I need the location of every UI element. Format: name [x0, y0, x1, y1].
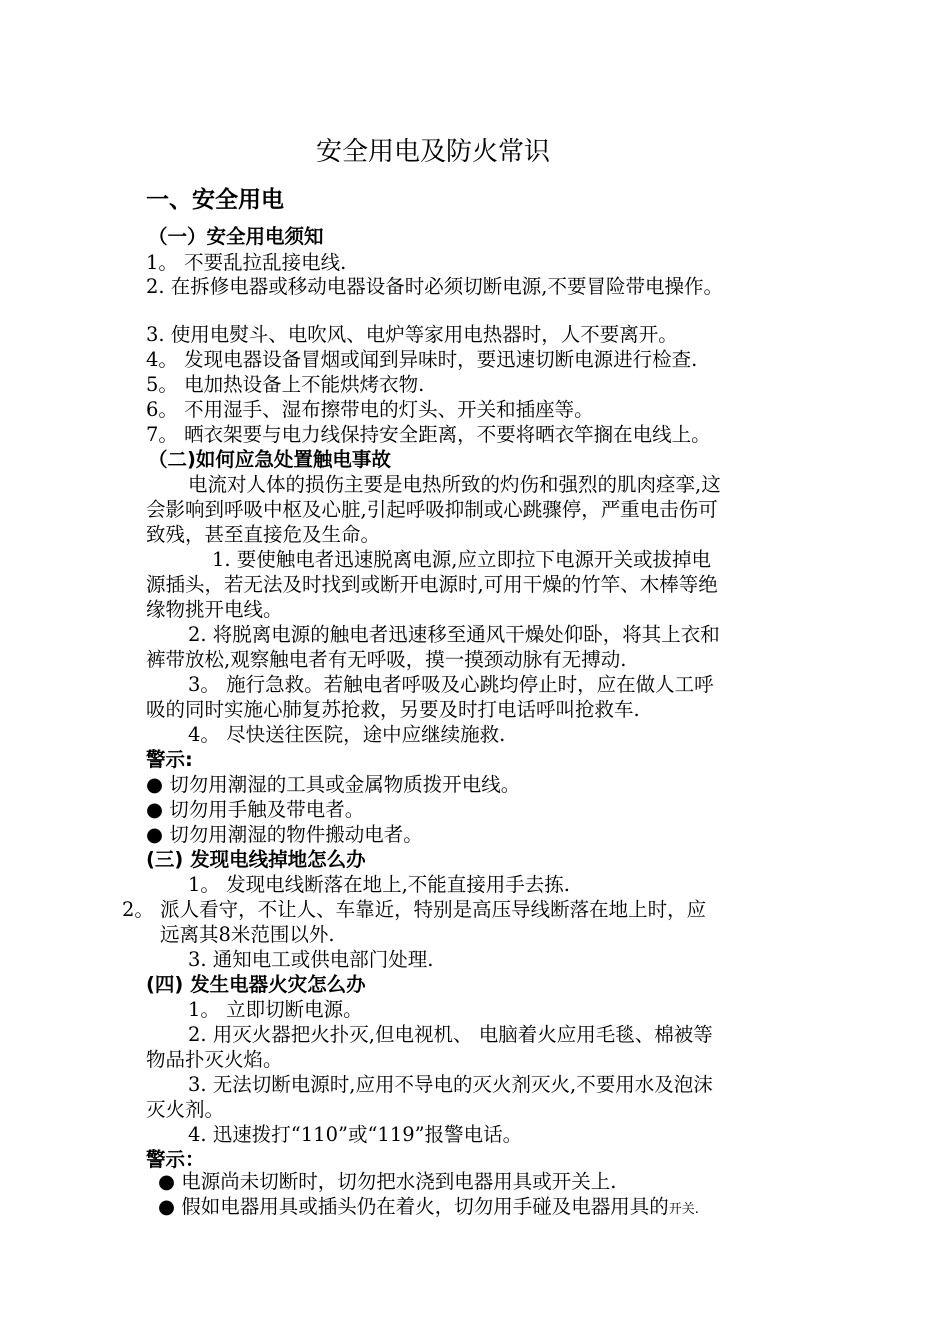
- safety-note-item: 3. 使用电熨斗、电吹风、电炉等家用电热器时，人不要离开。: [146, 323, 678, 346]
- section-heading-safe-electricity: 一、安全用电: [146, 187, 284, 213]
- shock-step-line: 吸的同时实施心肺复苏抢救，另要及时打电话呼叫抢救车.: [146, 698, 640, 721]
- shock-step-line: 1. 要使触电者迅速脱离电源,应立即拉下电源开关或拔掉电: [212, 548, 712, 571]
- subsection-heading-fallen-wire: (三) 发现电线掉地怎么办: [146, 848, 366, 871]
- fallen-wire-step: 远离其8米范围以外.: [160, 923, 335, 946]
- shock-step-line: 源插头，若无法及时找到或断开电源时,可用干燥的竹竿、木棒等绝: [146, 573, 718, 596]
- safety-note-item: 6。 不用湿手、湿布擦带电的灯头、开关和插座等。: [146, 398, 594, 421]
- shock-step-line: 裤带放松,观察触电者有无呼吸，摸一摸颈动脉有无搏动.: [146, 648, 627, 671]
- warning-label: 警示:: [146, 748, 193, 771]
- warning-item: ● 切勿用手触及带电者。: [146, 798, 365, 821]
- fire-step: 1。 立即切断电源。: [188, 998, 363, 1021]
- warning-item: ● 电源尚未切断时，切勿把水浇到电器用具或开关上.: [158, 1170, 617, 1193]
- subsection-heading-electric-shock: （二)如何应急处置触电事故: [148, 448, 391, 471]
- shock-step-line: 缘物挑开电线。: [146, 598, 283, 621]
- subsection-heading-electrical-fire: (四) 发生电器火灾怎么办: [146, 973, 366, 996]
- fire-step: 灭火剂。: [146, 1098, 225, 1121]
- shock-step-line: 4。 尽快送往医院，途中应继续施救.: [188, 723, 506, 746]
- safety-note-item: 4。 发现电器设备冒烟或闻到异味时，要迅速切断电源进行检查.: [146, 348, 698, 371]
- fire-step: 物品扑灭火焰。: [146, 1048, 283, 1071]
- warning-item: [158, 1195, 699, 1222]
- shock-step-line: 2. 将脱离电源的触电者迅速移至通风干燥处仰卧，将其上衣和: [188, 623, 720, 646]
- warning-item-main: ● 假如电器用具或插头仍在着火，切勿用手碰及电器用具的: [158, 1195, 669, 1218]
- shock-step-line: 3。 施行急救。若触电者呼吸及心跳均停止时，应在做人工呼: [188, 673, 714, 696]
- paragraph-line: 致残，甚至直接危及生命。: [146, 523, 381, 546]
- safety-note-item: 5。 电加热设备上不能烘烤衣物.: [146, 373, 425, 396]
- safety-note-item: 2. 在拆修电器或移动电器设备时必须切断电源,不要冒险带电操作。: [146, 275, 724, 298]
- warning-item: ● 切勿用潮湿的工具或金属物质拨开电线。: [146, 773, 521, 796]
- safety-note-item: 1。 不要乱拉乱接电线.: [146, 251, 347, 274]
- subsection-heading-safety-notes: （一）安全用电须知: [148, 225, 324, 248]
- document-title: 安全用电及防火常识: [316, 137, 551, 167]
- fire-step: 4. 迅速拨打“110”或“119”报警电话。: [188, 1123, 523, 1146]
- warning-item: ● 切勿用潮湿的物件搬动电者。: [146, 823, 423, 846]
- fallen-wire-step: 2。 派人看守，不让人、车靠近，特别是高压导线断落在地上时，应: [122, 898, 707, 921]
- safety-note-item: 7。 晒衣架要与电力线保持安全距离，不要将晒衣竿搁在电线上。: [146, 423, 711, 446]
- fallen-wire-step: 1。 发现电线断落在地上,不能直接用手去拣.: [188, 873, 571, 896]
- paragraph-line: 电流对人体的损伤主要是电热所致的灼伤和强烈的肌肉痉挛,这: [188, 473, 721, 496]
- warning-item-tail: 开关.: [668, 1202, 699, 1217]
- fire-step: 2. 用灭火器把火扑灭,但电视机、 电脑着火应用毛毯、棉被等: [188, 1023, 713, 1046]
- fire-step: 3. 无法切断电源时,应用不导电的灭火剂灭火,不要用水及泡沫: [188, 1073, 713, 1096]
- paragraph-line: 会影响到呼吸中枢及心脏,引起呼吸抑制或心跳骤停，严重电击伤可: [146, 498, 718, 521]
- warning-label: 警示：: [146, 1148, 205, 1171]
- fallen-wire-step: 3. 通知电工或供电部门处理.: [188, 948, 434, 971]
